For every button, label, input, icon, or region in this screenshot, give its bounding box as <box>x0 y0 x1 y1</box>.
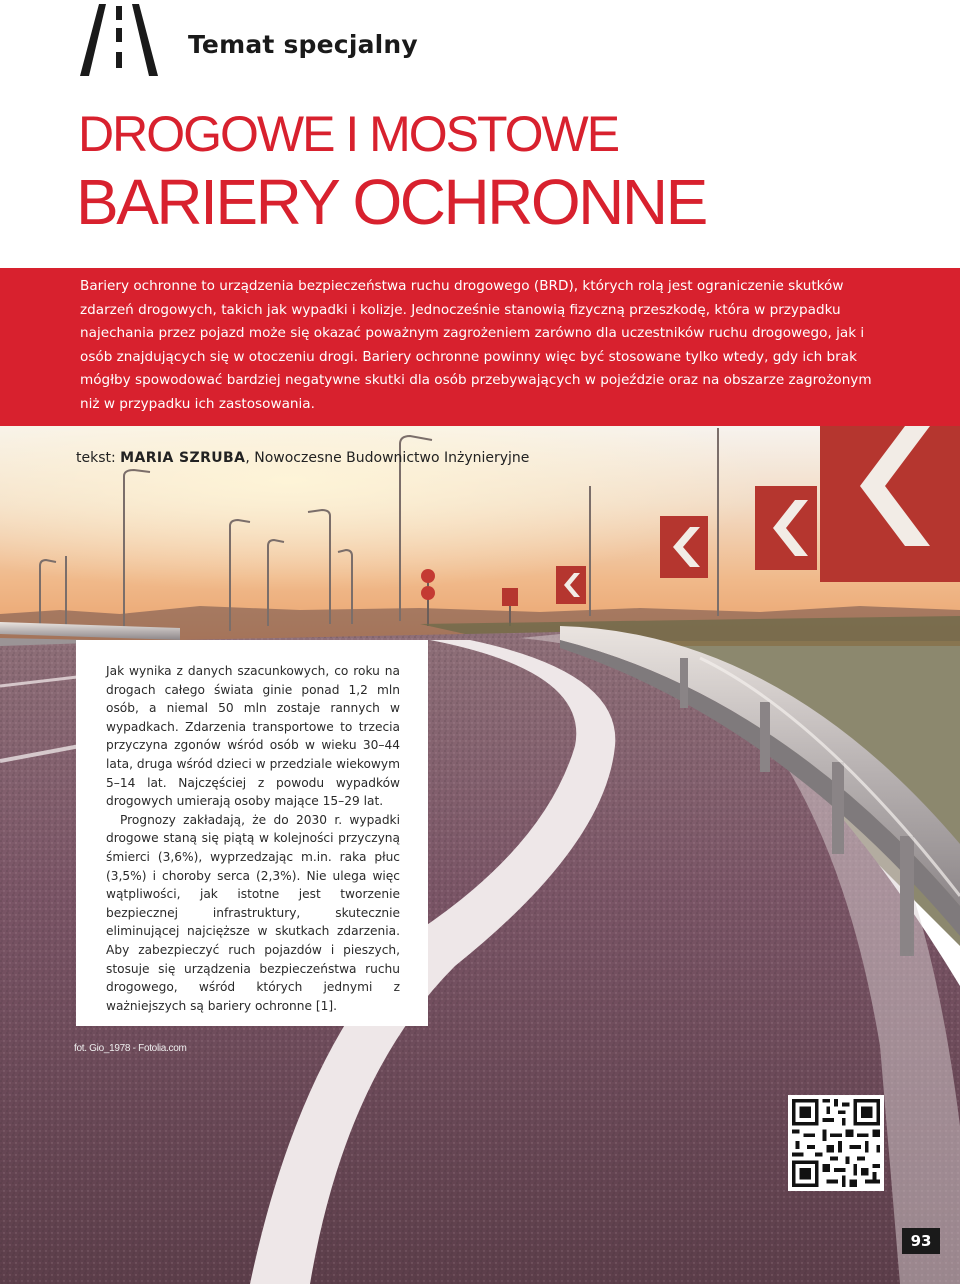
headline-line2: BARIERY OCHRONNE <box>76 166 706 238</box>
byline-prefix: tekst: <box>76 450 121 466</box>
photo-credit: fot. Gio_1978 - Fotolia.com <box>74 1043 187 1054</box>
section-label: Temat specjalny <box>188 30 418 59</box>
article-body <box>106 662 400 1015</box>
page-number: 93 <box>910 1232 932 1250</box>
headline-line1: DROGOWE I MOSTOWE <box>78 106 619 162</box>
article-paragraph-1: Jak wynika z danych szacunkowych, co roku na drogach całego świata ginie ponad 1,2 mln osób, a niemal 50 mln zostaje rannych w wypadkach. Zdarzenia transportowe to trzecia przyczyna zgonów wśród osób w wieku 30–44 lata, druga wśród dzieci w przedziale wiekowym 5–14 lat. Najczęściej z powodu wypadków drogowych umierają osoby mające 15–29 lat. <box>106 664 400 809</box>
article-paragraph-2: Prognozy zakładają, że do 2030 r. wypadki drogowe staną się piątą w kolejności przyczyną śmierci (3,6%), wyprzedzając m.in. raka płuc (3,5%) i choroby serca (2,3%). Nie ulega więc wątpliwości, jak istotne jest tworzenie bezpiecznej infrastruktury, skutecznie eliminującej najcięższe w skutkach zdarzenia. Aby zabezpieczyć ruch pojazdów i pieszych, stosuje się urządzenia bezpieczeństwa ruchu drogowego, wśród których jednymi z ważniejszych są bariery ochronne [1]. <box>106 812 400 1013</box>
road-lanes-icon <box>78 4 160 76</box>
qr-code[interactable] <box>788 1095 884 1191</box>
author-affiliation: , Nowoczesne Budownictwo Inżynieryjne <box>245 450 530 466</box>
byline <box>76 450 529 466</box>
author-name: MARIA SZRUBA <box>120 450 246 466</box>
lead-paragraph: Bariery ochronne to urządzenia bezpieczeństwa ruchu drogowego (BRD), których rolą jest ograniczenie skutków zdarzeń drogowych, takich jak wypadki i kolizje. Jednocześnie stanowią fizyczną przeszkodę, która w przypadku najechania przez pojazd może się okazać poważnym zagrożeniem zarówno dla uczestników ruchu drogowego, jak i osób znajdujących się w otoczeniu drogi. Bariery ochronne powinny więc być stosowane tylko wtedy, gdy ich brak mógłby spowodować bardziej negatywne skutki dla osób przebywających w pojeździe oraz na obszarze zagrożonym niż w przypadku ich zastosowania. <box>80 278 872 412</box>
